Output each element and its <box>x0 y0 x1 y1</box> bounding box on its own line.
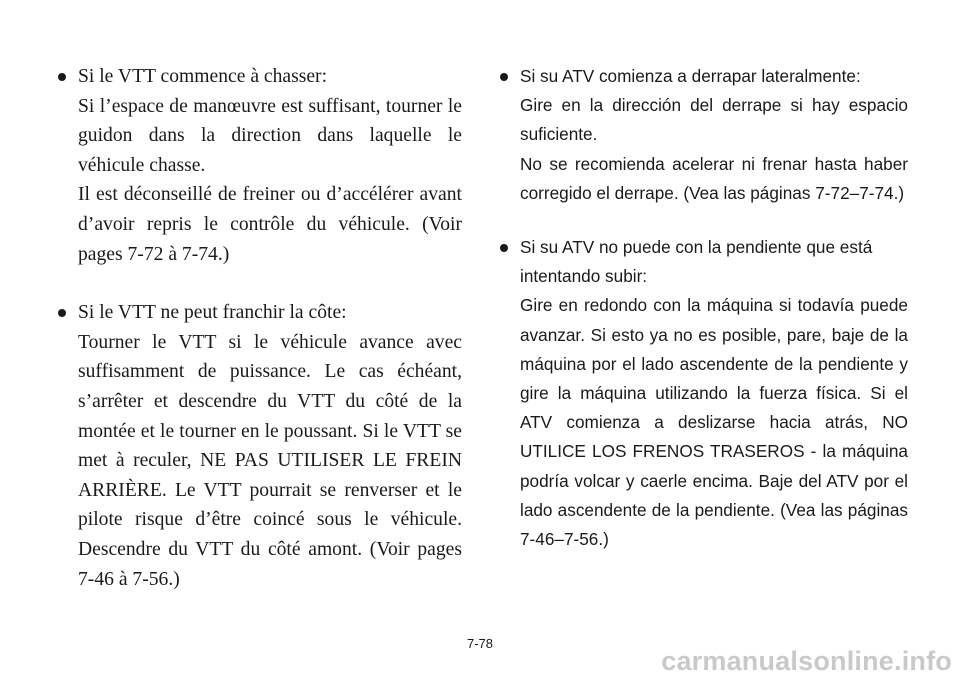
item-paragraph: Il est déconseillé de freiner ou d’accélérer avant d’avoir repris le contrôle du véhicule. (Voir pages 7-72 à 7-74.) <box>78 184 462 265</box>
item-paragraph: Si l’espace de manœuvre est suffisant, tourner le guidon dans la direction dans laquelle le véhicule chasse. <box>78 95 462 176</box>
page-number: 7-78 <box>466 636 494 651</box>
item-paragraph: Gire en la dirección del derrape si hay espacio suficiente. <box>520 95 908 145</box>
item-heading: Si su ATV no puede con la pendiente que está intentando subir: <box>520 237 873 287</box>
bullet-icon <box>58 73 66 81</box>
spanish-column <box>500 62 908 554</box>
watermark: carmanualsonline.info <box>661 646 952 676</box>
item-heading: Si le VTT commence à chasser: <box>78 66 328 87</box>
item-heading: Si su ATV comienza a derrapar lateralmente: <box>520 66 861 86</box>
bullet-icon <box>500 244 508 252</box>
item-paragraph: Gire en redondo con la máquina si todavía puede avanzar. Si esto ya no es posible, pare, baje de la máquina por el lado ascendente de la pendiente y gire la máquina utilizando la fuerza física. Si el ATV comienza a deslizarse hacia atrás, NO UTILICE LOS FRENOS TRASEROS - la máquina podría volcar y caerle encima. Baje del ATV por el lado ascendente de la pendiente. (Vea las páginas 7-46–7-56.) <box>520 295 908 550</box>
list-item <box>58 298 462 594</box>
item-paragraph: No se recomienda acelerar ni frenar hasta haber corregido el derrape. (Vea las páginas 7-72–7-74.) <box>520 153 908 203</box>
bullet-icon <box>58 309 66 317</box>
bullet-icon <box>500 73 508 81</box>
list-item <box>500 233 908 554</box>
item-paragraph: Tourner le VTT si le véhicule avance avec suffisamment de puissance. Le cas échéant, s’arrêter et descendre du VTT du côté de la montée et le tourner en le poussant. Si le VTT se met à reculer, NE PAS UTILISER LE FREIN ARRIÈRE. Le VTT pourrait se renverser et le pilote risque d’être coincé sous le véhicule. Descendre du VTT du côté amont. (Voir pages 7-46 à 7-56.) <box>78 331 462 590</box>
french-column <box>58 62 462 594</box>
list-item <box>500 62 908 208</box>
item-heading: Si le VTT ne peut franchir la côte: <box>78 302 347 324</box>
list-item <box>58 62 462 269</box>
